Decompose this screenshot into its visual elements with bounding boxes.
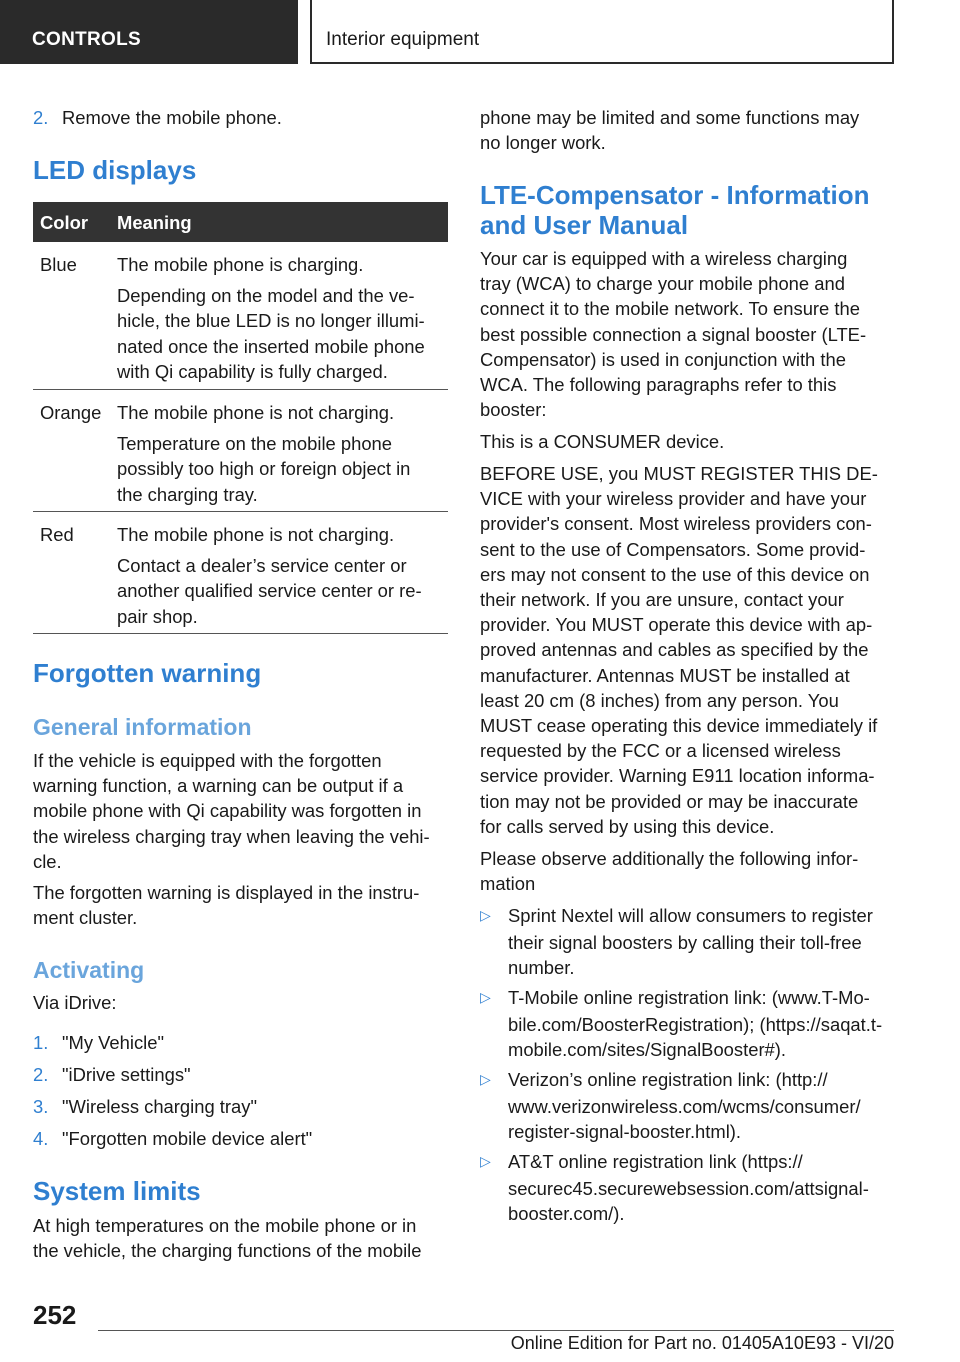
general-paragraph-2: The forgotten warning is displayed in the instru- ment cluster. (33, 882, 420, 929)
col-color-header: Color (40, 212, 89, 233)
lte-paragraph-4: Please observe additionally the following infor- mation (480, 848, 859, 895)
chapter-tab (310, 0, 894, 64)
limits-paragraph: At high temperatures on the mobile phone or in the vehicle, the charging functions of the mobile (33, 1215, 422, 1262)
page-number: 252 (33, 1300, 77, 1330)
section-tab (0, 0, 298, 64)
led-table (33, 202, 448, 634)
general-information-heading: General information (33, 714, 252, 740)
list-item: ▷ Sprint Nextel will allow consumers to register their signal boosters by calling their toll-free number. (480, 905, 873, 979)
list-item: 4. "Forgotten mobile device alert" (33, 1128, 313, 1149)
lte-paragraph-1: Your car is equipped with a wireless charging tray (WCA) to charge your mobile phone and connect it to the mobile network. To ensure the best possible connection a signal booster (LTE- Compensator) is used in conjunction with the WCA. The following paragraphs refer to this booster: (480, 248, 867, 421)
led-color: Red (40, 524, 74, 545)
table-header (33, 202, 448, 242)
bullet-triangle-icon: ▷ (480, 1071, 491, 1087)
led-color: Orange (40, 402, 102, 423)
system-limits-heading: System limits (33, 1176, 201, 1206)
lte-compensator-heading: LTE-Compensator - Information and User Manual (480, 180, 870, 240)
edition-note: Online Edition for Part no. 01405A10E93 - VI/20 (510, 1333, 894, 1353)
table-row (33, 242, 448, 390)
led-meaning: The mobile phone is charging. Depending on the model and the ve- hicle, the blue LED is no longer illumi- nated once the inserted mobile phone with Qi capability is fully charged. (117, 254, 425, 382)
lte-paragraph-3: BEFORE USE, you MUST REGISTER THIS DE- VICE with your wireless provider and have your provider's consent. Most wireless providers con- sent to the use of Compensators. Some provid- ers may not consent to the use of this device on their network. If you are unsure, contact your provider. You MUST operate this device with ap- proved antennas and cables as specified by the manufacturer. Antennas MUST be installed at least 20 cm (8 inches) from any person. You MUST cease operating this device immediately if requested by the FCC or a licensed wireless service provider. Warning E911 location informa- tion may not be provided or may be inaccurate for calls served by using this device. (480, 463, 878, 837)
section-title: CONTROLS (32, 29, 142, 50)
bullet-triangle-icon: ▷ (480, 907, 491, 923)
activating-heading: Activating (33, 957, 145, 983)
led-meaning: The mobile phone is not charging. Contact a dealer’s service center or another qualified service center or re- pair shop. (117, 524, 422, 627)
led-color: Blue (40, 254, 77, 275)
list-item: 2. "iDrive settings" (33, 1064, 191, 1085)
led-meaning: The mobile phone is not charging. Temperature on the mobile phone possibly too high or foreign object in the charging tray. (117, 402, 411, 505)
bullet-triangle-icon: ▷ (480, 989, 491, 1005)
led-displays-heading: LED displays (33, 155, 197, 185)
list-item: 1. "My Vehicle" (33, 1032, 164, 1053)
col-meaning-header: Meaning (117, 212, 192, 233)
lte-paragraph-2: This is a CONSUMER device. (480, 431, 725, 452)
step-remove-phone: 2. Remove the mobile phone. (33, 107, 282, 128)
forgotten-warning-heading: Forgotten warning (33, 658, 262, 688)
footer-divider (98, 1330, 894, 1331)
table-row (33, 390, 448, 512)
list-item: ▷ T-Mobile online registration link: (www.T-Mo- bile.com/BoosterRegistration); (https://saqat.t- mobile.com/sites/SignalBooster#). (480, 987, 883, 1061)
bullet-triangle-icon: ▷ (480, 1153, 491, 1169)
list-item: ▷ AT&T online registration link (https:// securec45.securewebsession.com/attsignal- booster.com/). (480, 1151, 869, 1225)
chapter-title: Interior equipment (326, 29, 480, 50)
table-row (33, 512, 448, 634)
general-paragraph-1: If the vehicle is equipped with the forgotten warning function, a warning can be output if a mobile phone with Qi capability was forgotten in the wireless charging tray when leaving the vehi- cle. (33, 750, 430, 872)
list-item: ▷ Verizon’s online registration link: (http:// www.verizonwireless.com/wcms/consumer/ register-signal-booster.html). (480, 1069, 861, 1143)
list-item: 3. "Wireless charging tray" (33, 1096, 257, 1117)
via-idrive: Via iDrive: (33, 992, 117, 1013)
continued-paragraph: phone may be limited and some functions may no longer work. (480, 107, 860, 154)
